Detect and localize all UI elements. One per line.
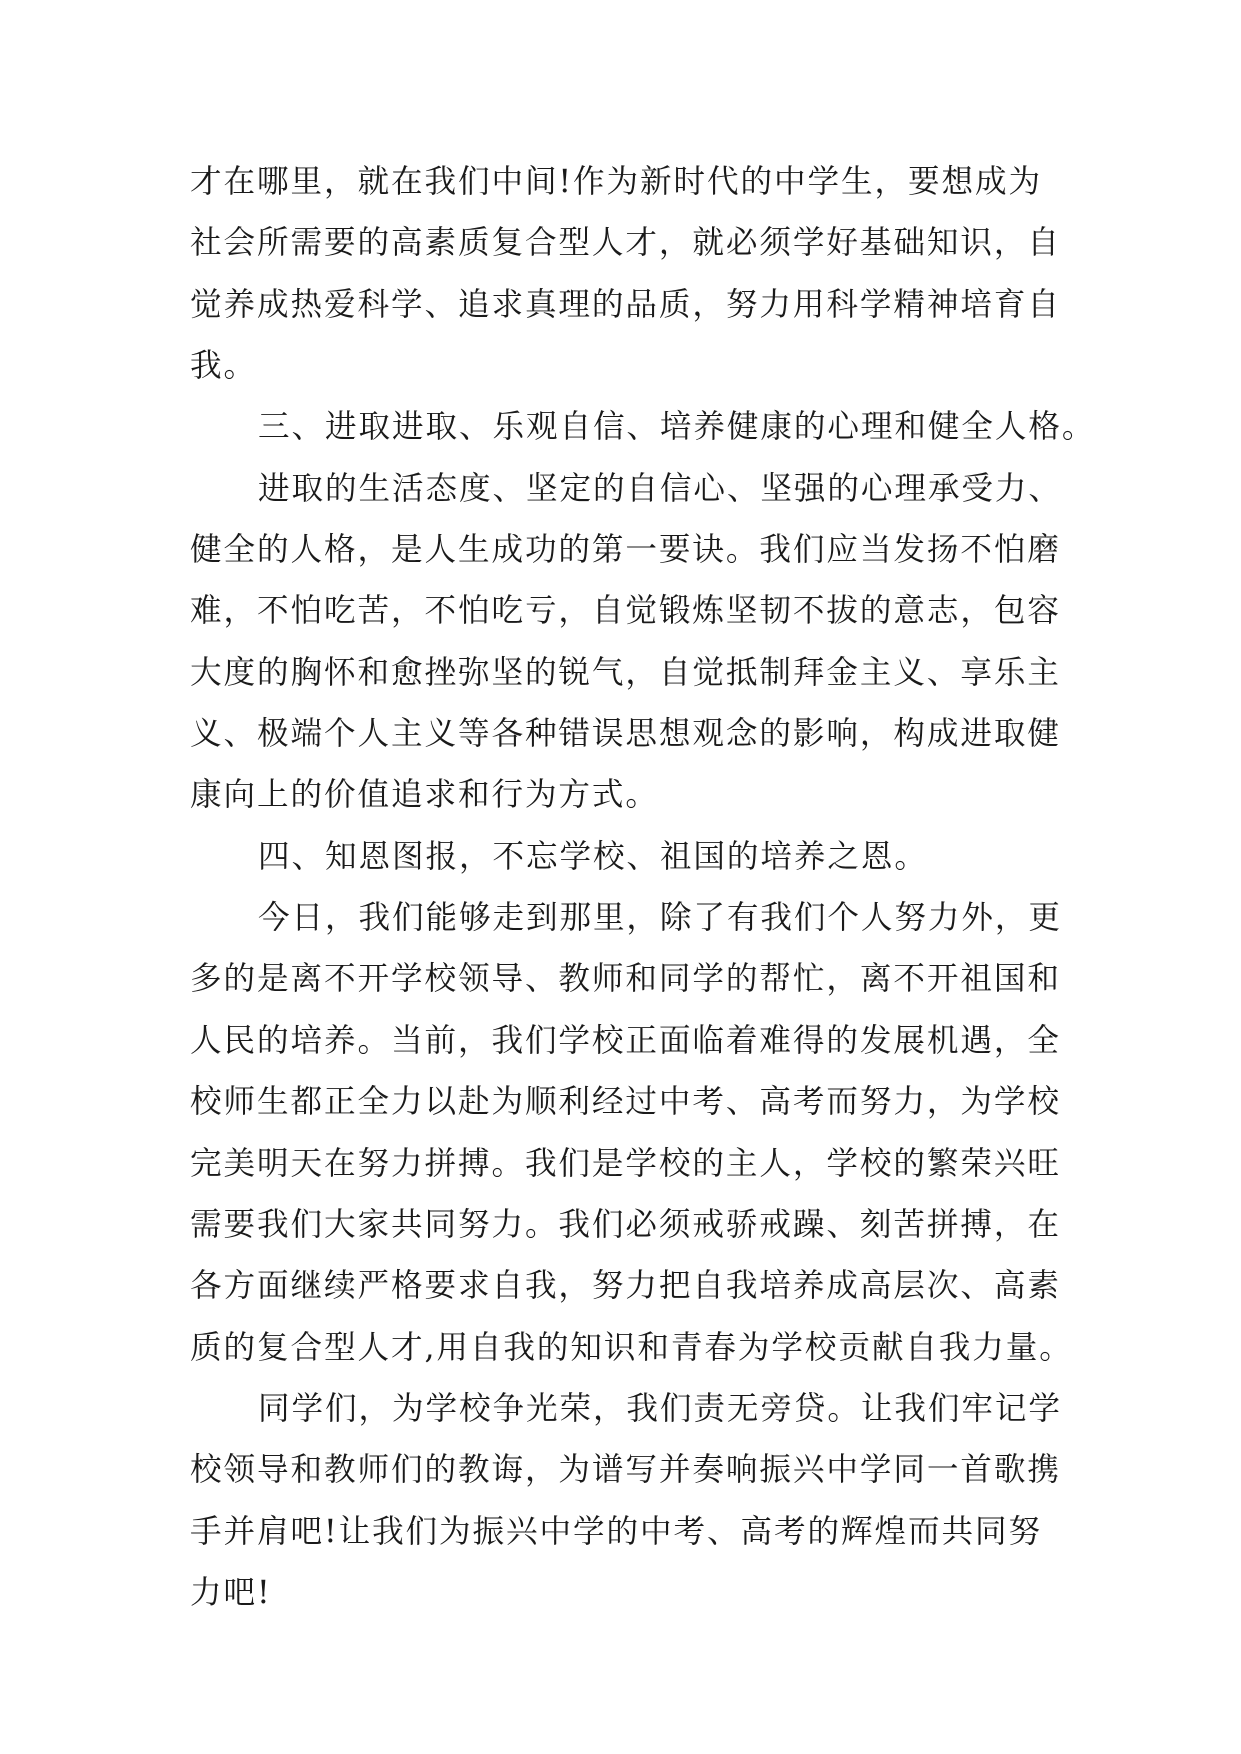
paragraph-line: 我。 [190, 348, 257, 385]
paragraph-line: 校师生都正全力以赴为顺利经过中考、高考而努力，为学校 [190, 1084, 1061, 1121]
paragraph-line: 多的是离不开学校领导、教师和同学的帮忙，离不开祖国和 [190, 961, 1061, 998]
paragraph-line: 手并肩吧!让我们为振兴中学的中考、高考的辉煌而共同努 [190, 1513, 1042, 1550]
paragraph-line: 义、极端个人主义等各种错误思想观念的影响，构成进取健 [190, 716, 1061, 753]
paragraph-line: 今日，我们能够走到那里，除了有我们个人努力外，更 [258, 900, 1062, 937]
section-heading: 三、进取进取、乐观自信、培养健康的心理和健全人格。 [258, 409, 1096, 446]
paragraph-line: 康向上的价值追求和行为方式。 [190, 777, 659, 814]
paragraph-line: 各方面继续严格要求自我，努力把自我培养成高层次、高素 [190, 1268, 1061, 1305]
section-heading: 四、知恩图报，不忘学校、祖国的培养之恩。 [258, 838, 928, 875]
paragraph-line: 社会所需要的高素质复合型人才，就必须学好基础知识，自 [190, 225, 1061, 262]
paragraph-line: 需要我们大家共同努力。我们必须戒骄戒躁、刻苦拼搏，在 [190, 1206, 1061, 1243]
paragraph-line: 才在哪里，就在我们中间!作为新时代的中学生，要想成为 [190, 164, 1042, 200]
paragraph-line: 觉养成热爱科学、追求真理的品质，努力用科学精神培育自 [190, 286, 1061, 323]
paragraph-line: 完美明天在努力拼搏。我们是学校的主人，学校的繁荣兴旺 [190, 1145, 1061, 1182]
paragraph-line: 同学们，为学校争光荣，我们责无旁贷。让我们牢记学 [258, 1390, 1062, 1427]
paragraph-line: 力吧! [190, 1574, 272, 1611]
paragraph-line: 健全的人格，是人生成功的第一要诀。我们应当发扬不怕磨 [190, 532, 1061, 569]
paragraph-line: 质的复合型人才,用自我的知识和青春为学校贡献自我力量。 [190, 1329, 1073, 1366]
paragraph-line: 人民的培养。当前，我们学校正面临着难得的发展机遇，全 [190, 1022, 1061, 1059]
paragraph-line: 校领导和教师们的教诲，为谱写并奏响振兴中学同一首歌携 [190, 1452, 1061, 1489]
paragraph-line: 进取的生活态度、坚定的自信心、坚强的心理承受力、 [258, 470, 1062, 507]
paragraph-line: 难，不怕吃苦，不怕吃亏，自觉锻炼坚韧不拔的意志，包容 [190, 593, 1061, 630]
paragraph-line: 大度的胸怀和愈挫弥坚的锐气，自觉抵制拜金主义、享乐主 [190, 654, 1061, 691]
document-body [190, 152, 1096, 1624]
